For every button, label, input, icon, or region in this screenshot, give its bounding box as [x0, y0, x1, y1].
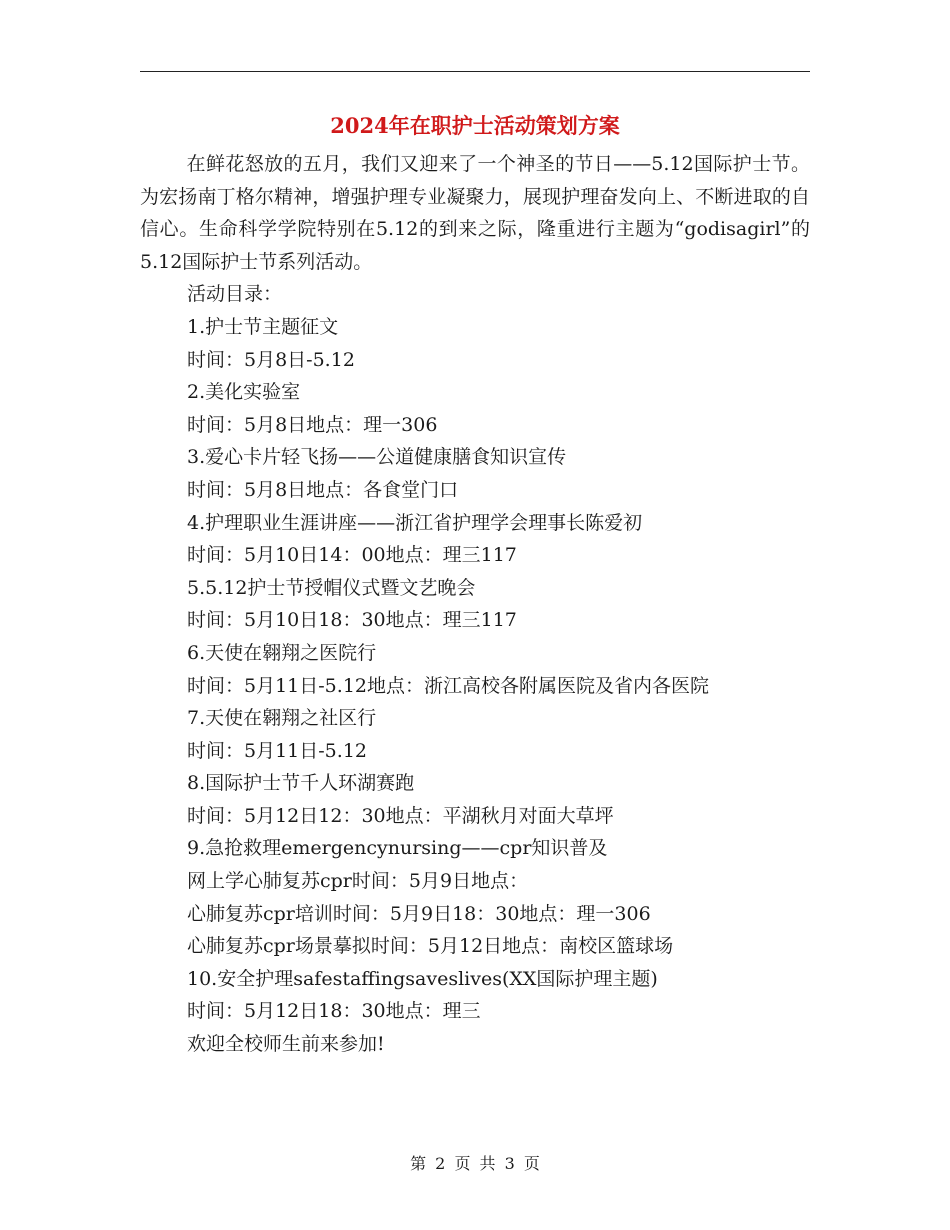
section-heading-catalog: 活动目录：: [187, 283, 283, 306]
activity-item-6: 6.天使在翱翔之医院行: [187, 641, 377, 664]
activity-item-4: 4.护理职业生涯讲座——浙江省护理学会理事长陈爱初: [187, 511, 643, 534]
activity-item-7: 7.天使在翱翔之社区行: [187, 707, 377, 730]
activity-time-7: 时间：5月11日-5.12: [187, 739, 367, 762]
activity-time-1: 时间：5月8日-5.12: [187, 348, 355, 371]
activity-item-8: 8.国际护士节千人环湖赛跑: [187, 772, 415, 795]
activity-subitem-9c: 心肺复苏cpr场景摹拟时间：5月12日地点：南校区篮球场: [187, 935, 674, 958]
activity-time-8: 时间：5月12日12：30地点：平湖秋月对面大草坪: [187, 804, 614, 827]
activity-time-2: 时间：5月8日地点：理一306: [187, 413, 438, 436]
activity-subitem-9b: 心肺复苏cpr培训时间：5月9日18：30地点：理一306: [187, 902, 651, 925]
activity-time-3: 时间：5月8日地点：各食堂门口: [187, 478, 459, 501]
activity-item-1: 1.护士节主题征文: [187, 315, 339, 338]
closing-line: 欢迎全校师生前来参加!: [187, 1033, 385, 1056]
activity-item-9: 9.急抢救理emergencynursing——cpr知识普及: [187, 837, 608, 860]
activity-item-10: 10.安全护理safestaffingsaveslives(XX国际护理主题): [187, 967, 658, 990]
header-rule: [140, 71, 810, 72]
intro-paragraph: 在鲜花怒放的五月，我们又迎来了一个神圣的节日——5.12国际护士节。为宏扬南丁格尔精神，增强护理专业凝聚力，展现护理奋发向上、不断进取的自信心。生命科学学院特别在5.12的到来之际，隆重进行主题为“godisagirl”的5.12国际护士节系列活动。: [140, 153, 810, 273]
document-title: 2024年在职护士活动策划方案: [330, 113, 620, 138]
activity-item-5: 5.5.12护士节授帽仪式暨文艺晚会: [187, 576, 476, 599]
page-number-footer: 第 2 页 共 3 页: [410, 1154, 540, 1173]
document-body: [140, 148, 810, 1061]
activity-time-6: 时间：5月11日-5.12地点：浙江高校各附属医院及省内各医院: [187, 674, 709, 697]
activity-item-3: 3.爱心卡片轻飞扬——公道健康膳食知识宣传: [187, 446, 567, 469]
activity-time-4: 时间：5月10日14：00地点：理三117: [187, 544, 517, 567]
activity-item-2: 2.美化实验室: [187, 381, 301, 404]
activity-subitem-9a: 网上学心肺复苏cpr时间：5月9日地点：: [187, 870, 529, 893]
activity-time-10: 时间：5月12日18：30地点：理三: [187, 1000, 481, 1023]
activity-time-5: 时间：5月10日18：30地点：理三117: [187, 609, 517, 632]
